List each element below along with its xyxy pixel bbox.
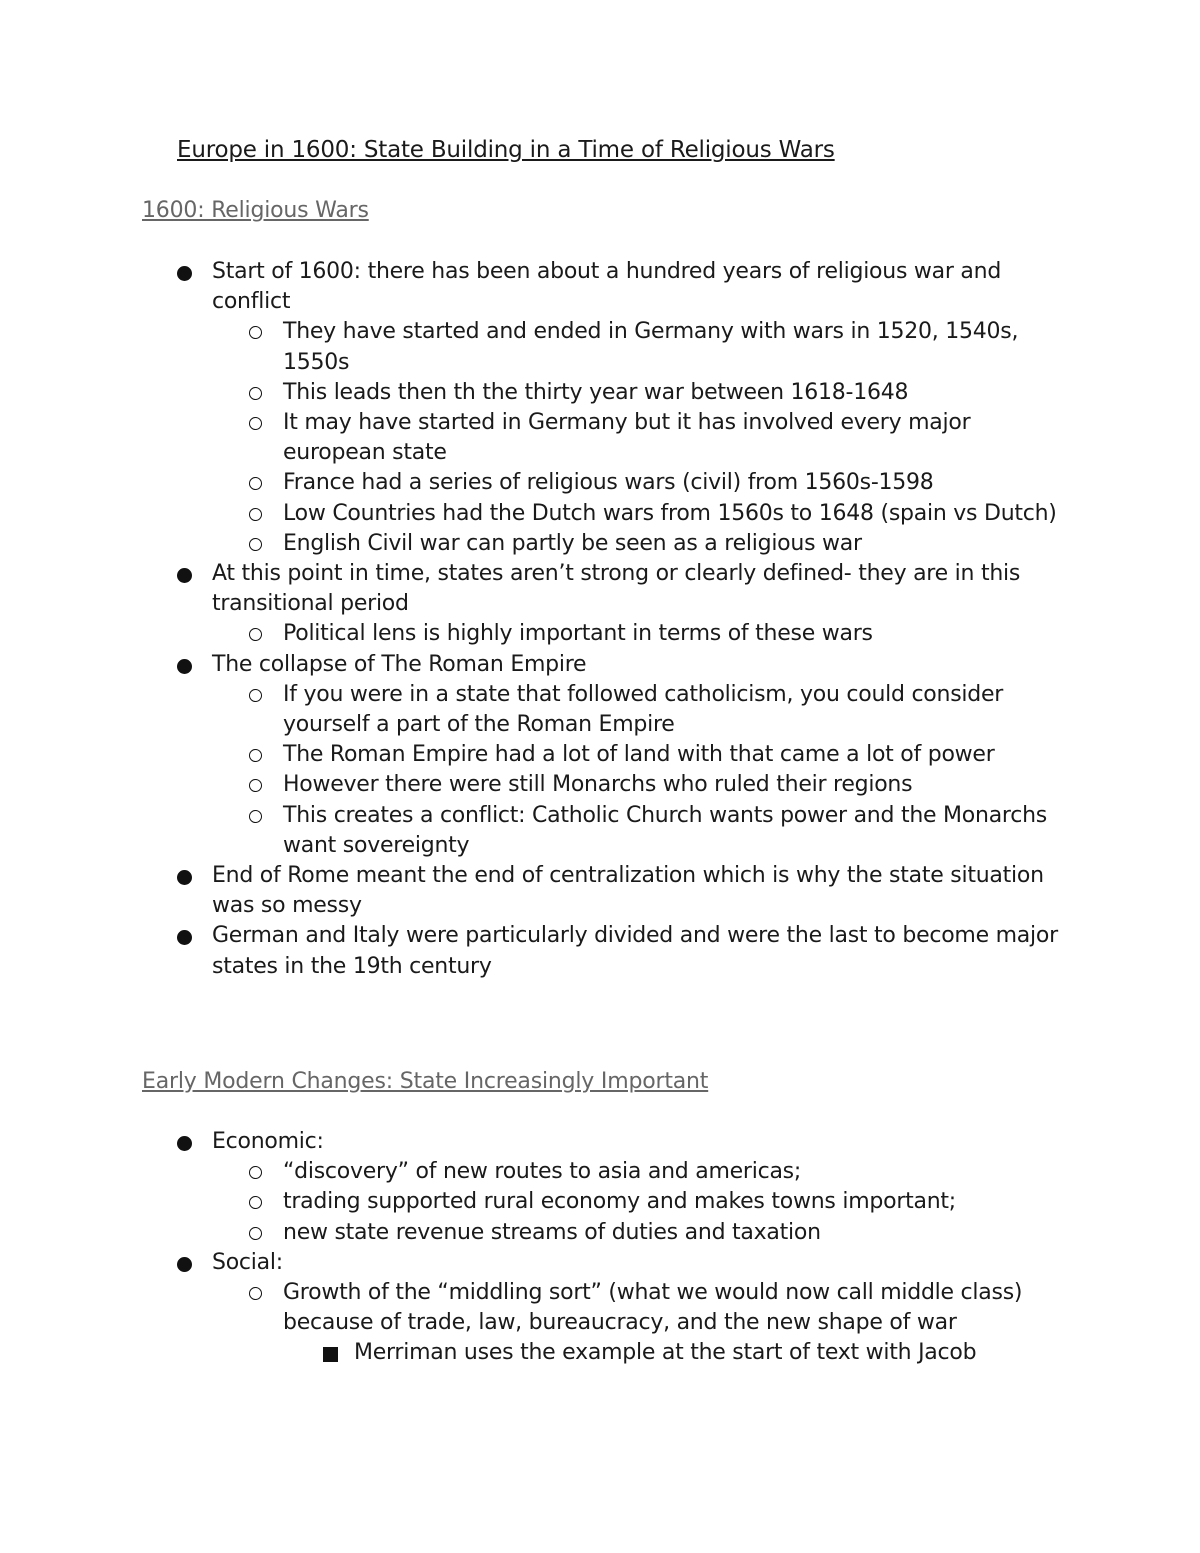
list-item: Start of 1600: there has been about a hundred years of religious war and conflict (0, 257, 1200, 317)
filled-circle-bullet-icon (177, 1257, 192, 1272)
sub-list-item: English Civil war can partly be seen as a religious war (0, 529, 1200, 559)
sub-list-item: trading supported rural economy and makes towns important; (0, 1187, 1200, 1217)
hollow-circle-bullet-icon (249, 689, 262, 702)
hollow-circle-bullet-icon (249, 1196, 262, 1209)
hollow-circle-bullet-icon (249, 508, 262, 521)
hollow-circle-bullet-icon (249, 326, 262, 339)
sub-list-item: Growth of the “middling sort” (what we would now call middle class) because of trade, law, bureaucracy, and the new shape of war (0, 1278, 1200, 1338)
hollow-circle-bullet-icon (249, 538, 262, 551)
hollow-circle-bullet-icon (249, 1227, 262, 1240)
hollow-circle-bullet-icon (249, 628, 262, 641)
hollow-circle-bullet-icon (249, 810, 262, 823)
religious-wars-list (0, 257, 1200, 982)
sub-list-item: It may have started in Germany but it has involved every major european state (0, 408, 1200, 468)
section-heading-religious-wars: 1600: Religious Wars (142, 198, 369, 223)
filled-circle-bullet-icon (177, 870, 192, 885)
sub-list-item: However there were still Monarchs who ruled their regions (0, 770, 1200, 800)
list-item: Social: (0, 1248, 1200, 1278)
sub-list-item: Political lens is highly important in terms of these wars (0, 619, 1200, 649)
hollow-circle-bullet-icon (249, 1166, 262, 1179)
filled-square-bullet-icon (323, 1347, 338, 1362)
sub-list-item: “discovery” of new routes to asia and americas; (0, 1157, 1200, 1187)
early-modern-changes-list (0, 1127, 1200, 1369)
filled-circle-bullet-icon (177, 568, 192, 583)
sub-list-item: new state revenue streams of duties and taxation (0, 1218, 1200, 1248)
sub-list-item: This leads then th the thirty year war between 1618-1648 (0, 378, 1200, 408)
section-heading-early-modern-changes: Early Modern Changes: State Increasingly Important (142, 1069, 709, 1094)
list-item: End of Rome meant the end of centralization which is why the state situation was so messy (0, 861, 1200, 921)
hollow-circle-bullet-icon (249, 387, 262, 400)
sub-list-item: Low Countries had the Dutch wars from 1560s to 1648 (spain vs Dutch) (0, 499, 1200, 529)
filled-circle-bullet-icon (177, 266, 192, 281)
sub-list-item: If you were in a state that followed catholicism, you could consider yourself a part of the Roman Empire (0, 680, 1200, 740)
hollow-circle-bullet-icon (249, 779, 262, 792)
document-title: Europe in 1600: State Building in a Time of Religious Wars (177, 137, 835, 163)
sub-list-item: The Roman Empire had a lot of land with that came a lot of power (0, 740, 1200, 770)
list-item: German and Italy were particularly divided and were the last to become major states in the 19th century (0, 921, 1200, 981)
list-item: At this point in time, states aren’t strong or clearly defined- they are in this transitional period (0, 559, 1200, 619)
hollow-circle-bullet-icon (249, 1287, 262, 1300)
sub-list-item: They have started and ended in Germany with wars in 1520, 1540s, 1550s (0, 317, 1200, 377)
hollow-circle-bullet-icon (249, 749, 262, 762)
sub-list-item: This creates a conflict: Catholic Church wants power and the Monarchs want sovereignty (0, 801, 1200, 861)
filled-circle-bullet-icon (177, 930, 192, 945)
sub-list-item: France had a series of religious wars (civil) from 1560s-1598 (0, 468, 1200, 498)
filled-circle-bullet-icon (177, 659, 192, 674)
list-item: Economic: (0, 1127, 1200, 1157)
hollow-circle-bullet-icon (249, 417, 262, 430)
hollow-circle-bullet-icon (249, 477, 262, 490)
filled-circle-bullet-icon (177, 1136, 192, 1151)
list-item: The collapse of The Roman Empire (0, 650, 1200, 680)
sub-sub-list-item: Merriman uses the example at the start of text with Jacob (0, 1338, 1200, 1368)
